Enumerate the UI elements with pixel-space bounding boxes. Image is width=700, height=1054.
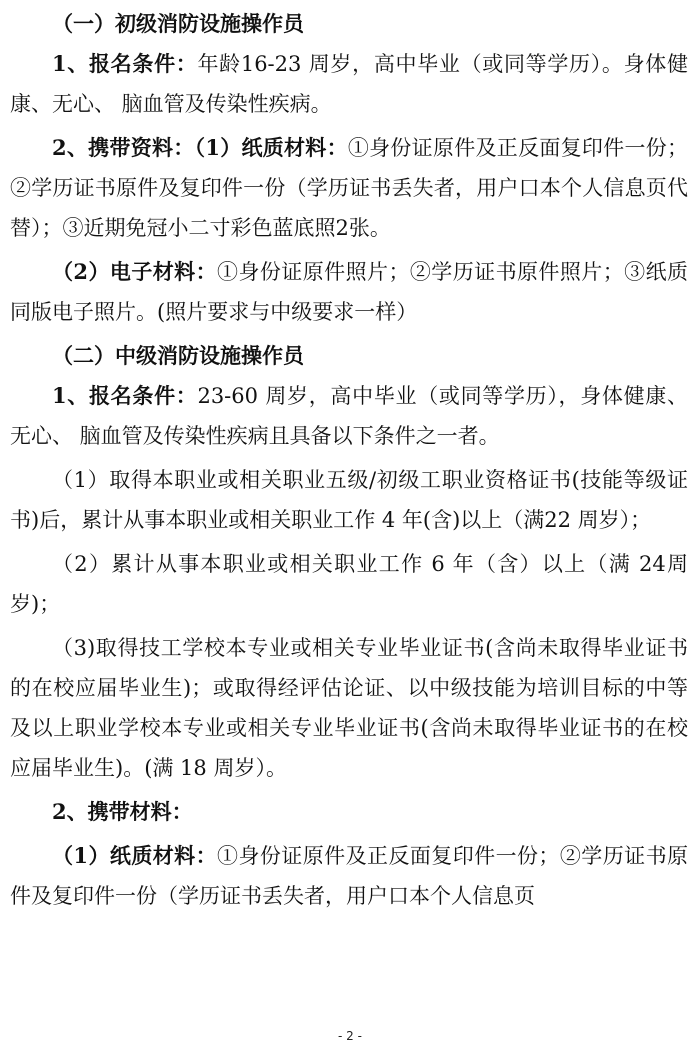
paragraph [10, 628, 688, 788]
paragraph-text: 年龄16-23 周岁，高中毕业（或同等学历）。身体健康、无心、 脑血管及传染性疾病。 [10, 52, 688, 116]
paragraph-label: 2、携带材料： [52, 799, 193, 824]
paragraph-text: ①身份证原件照片；②学历证书原件照片；③纸质同版电子照片。(照片要求与中级要求一样） [10, 260, 688, 324]
paragraph-label: （1）纸质材料： [52, 843, 218, 868]
paragraph-text: 23-60 周岁，高中毕业（或同等学历），身体健康、无心、 脑血管及传染性疾病且具备以下条件之一者。 [10, 384, 688, 448]
paragraph-label: 1、报名条件： [52, 383, 198, 408]
paragraph-text: （1）取得本职业或相关职业五级/初级工职业资格证书(技能等级证书)后，累计从事本职业或相关职业工作 4 年(含)以上（满22 周岁）； [10, 468, 688, 532]
paragraph [10, 252, 688, 332]
page-number: - 2 - [338, 1029, 362, 1043]
paragraph [10, 544, 688, 624]
paragraph [10, 836, 688, 916]
paragraph [10, 792, 688, 832]
paragraph-text: （2）累计从事本职业或相关职业工作 6 年（含）以上（满 24周岁)； [10, 552, 688, 616]
paragraph-text: （3)取得技工学校本专业或相关专业毕业证书(含尚未取得毕业证书的在校应届毕业生)；或取得经评估论证、以中级技能为培训目标的中等及以上职业学校本专业或相关专业毕业证书(含尚未取得毕业证书的在校应届毕业生)。(满 18 周岁）。 [10, 636, 688, 780]
paragraph [10, 128, 688, 248]
paragraph [10, 376, 688, 456]
paragraph-text: ①身份证原件及正反面复印件一份；②学历证书原件及复印件一份（学历证书丢失者，用户口本个人信息页 [10, 844, 688, 908]
paragraph-text: ①身份证原件及正反面复印件一份；②学历证书原件及复印件一份（学历证书丢失者，用户口本个人信息页代替）；③近期免冠小二寸彩色蓝底照2张。 [10, 136, 688, 240]
paragraph-label: 1、报名条件： [52, 51, 198, 76]
document-body [10, 4, 688, 916]
paragraph [10, 44, 688, 124]
paragraph-label: （2）电子材料： [52, 259, 218, 284]
section-heading-2: （二）中级消防设施操作员 [52, 343, 304, 368]
section-heading-1: （一）初级消防设施操作员 [52, 11, 304, 36]
paragraph-label: 2、携带资料：（1）纸质材料： [52, 135, 348, 160]
paragraph [10, 460, 688, 540]
